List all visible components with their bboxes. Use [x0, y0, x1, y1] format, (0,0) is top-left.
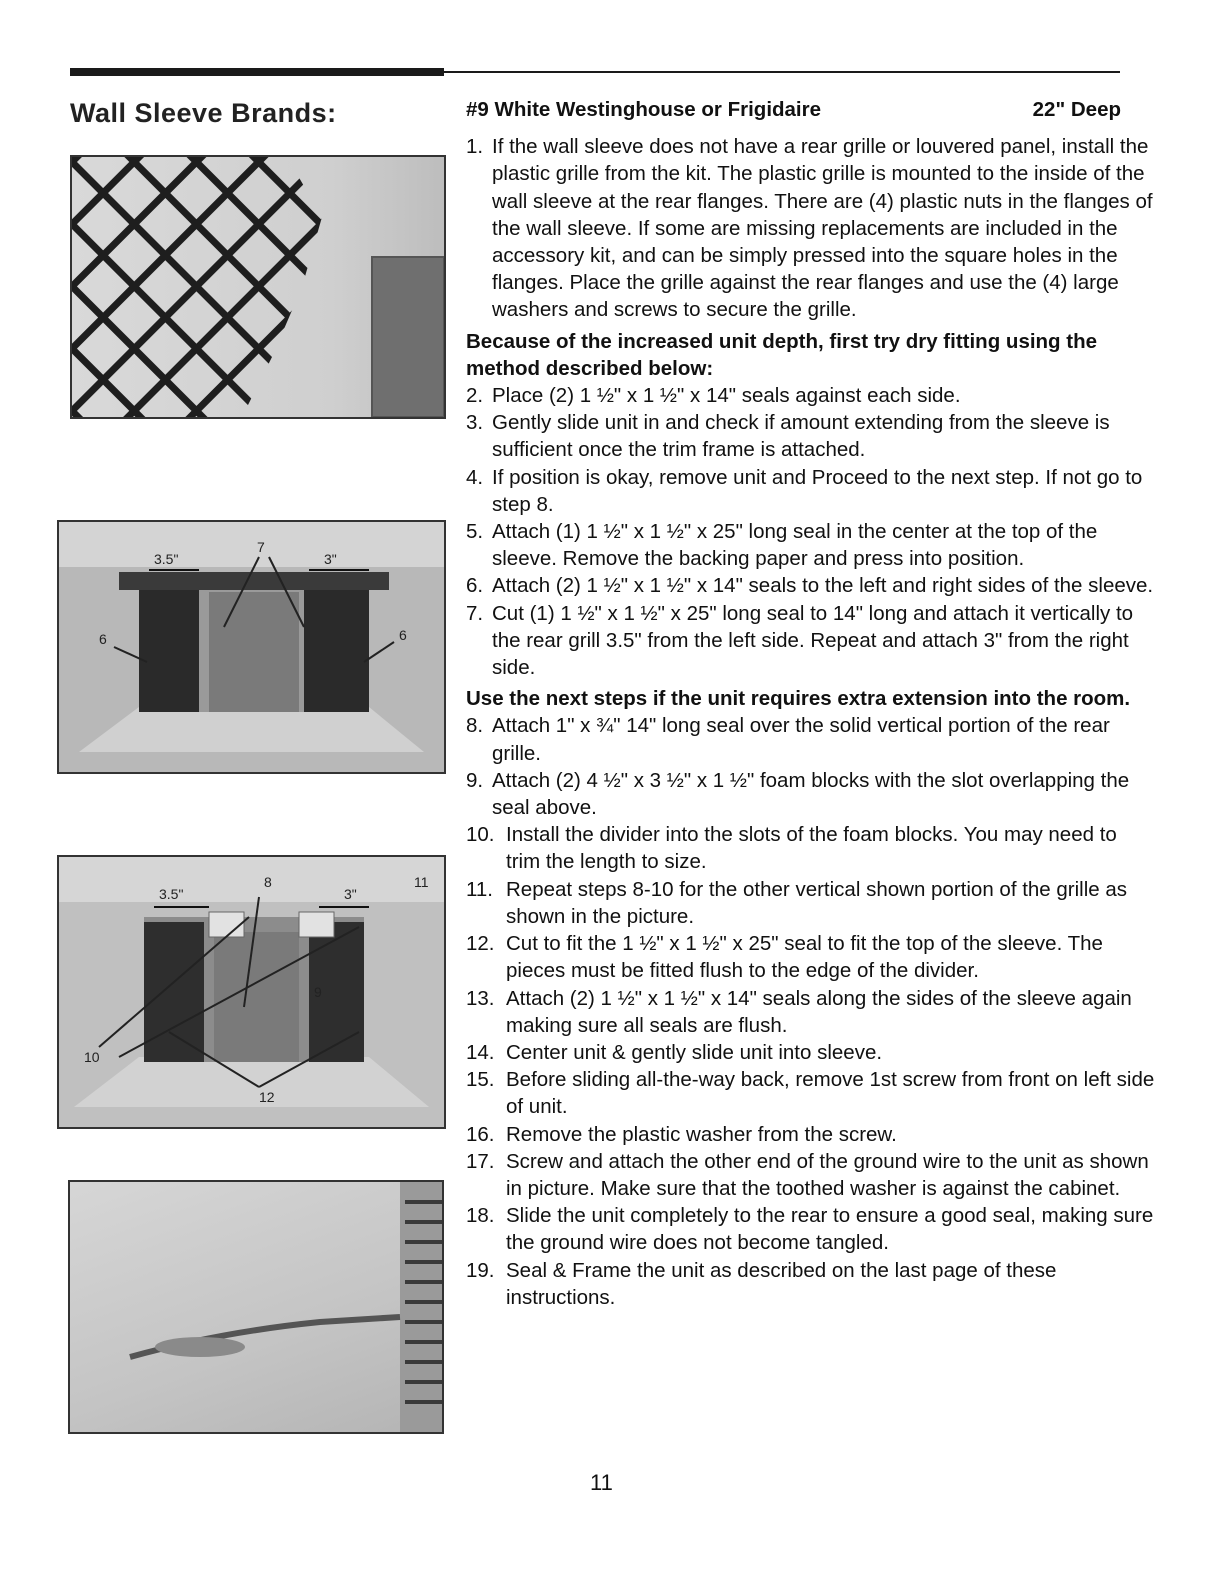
photo3-label-3: 3" [344, 886, 357, 902]
step-number: 7. [466, 601, 484, 625]
photo3-label-12: 12 [259, 1089, 275, 1105]
photo3-label-11: 11 [414, 874, 429, 890]
step-number: 10. [466, 823, 495, 847]
step-4 [466, 464, 1156, 518]
step-text: Slide the unit completely to the rear to ensure a good seal, making sure the ground wire does not become tangled. [506, 1204, 1154, 1255]
step-text: Before sliding all-the-way back, remove 1st screw from front on left side of unit. [506, 1068, 1155, 1119]
photo3-label-35: 3.5" [159, 886, 184, 902]
step-14 [466, 1039, 1156, 1066]
step-number: 6. [466, 574, 484, 598]
photo2-label-7: 7 [257, 539, 265, 555]
step-3 [466, 409, 1156, 463]
step-text: Cut (1) 1 ½" x 1 ½" x 25" long seal to 14" long and attach it vertically to the rear grill 3.5" from the left side. Repeat and attach 3" from the right side. [492, 601, 1134, 680]
step-number: 4. [466, 465, 484, 489]
step-number: 9. [466, 768, 484, 792]
step-13 [466, 985, 1156, 1039]
model-depth: 22" Deep [1032, 98, 1121, 121]
step-text: Attach (1) 1 ½" x 1 ½" x 25" long seal in the center at the top of the sleeve. Remove the backing paper and press into position. [492, 520, 1098, 571]
step-text: Remove the plastic washer from the screw. [506, 1122, 897, 1146]
step-8 [466, 712, 1156, 766]
photo3-label-8: 8 [264, 874, 272, 890]
step-number: 8. [466, 714, 484, 738]
section-extra-extension: Use the next steps if the unit requires extra extension into the room. [466, 687, 1131, 711]
step-7 [466, 600, 1156, 682]
photo2-label-3: 3" [324, 551, 337, 567]
photo-sleeve-seals [57, 520, 446, 774]
step-text: Attach (2) 1 ½" x 1 ½" x 14" seals to the left and right sides of the sleeve. [492, 574, 1154, 598]
step-number: 18. [466, 1204, 495, 1228]
section-dry-fitting: Because of the increased unit depth, first try dry fitting using the method described below: [466, 329, 1098, 380]
step-number: 5. [466, 520, 484, 544]
step-text: Gently slide unit in and check if amount extending from the sleeve is sufficient once the trim frame is attached. [492, 411, 1110, 462]
photo-sleeve-divider [57, 855, 446, 1129]
header-rule-thick [70, 68, 444, 76]
header-rule-thin [444, 71, 1120, 73]
step-5 [466, 518, 1156, 572]
step-12 [466, 930, 1156, 984]
step-6 [466, 572, 1156, 599]
step-text: Screw and attach the other end of the ground wire to the unit as shown in picture. Make sure that the toothed washer is against the cabinet. [506, 1149, 1149, 1200]
step-text: Center unit & gently slide unit into sleeve. [506, 1040, 883, 1064]
photo-ground-wire [68, 1180, 444, 1434]
photo-plastic-grille [70, 155, 446, 419]
step-number: 16. [466, 1122, 495, 1146]
step-number: 14. [466, 1040, 495, 1064]
photo2-label-35: 3.5" [154, 551, 179, 567]
step-text: Attach (2) 1 ½" x 1 ½" x 14" seals along the sides of the sleeve again making sure all seals are flush. [506, 986, 1132, 1037]
step-2 [466, 382, 1156, 409]
step-number: 11. [466, 877, 493, 901]
step-text: Seal & Frame the unit as described on the last page of these instructions. [506, 1258, 1057, 1309]
step-text: Attach 1" x ¾" 14" long seal over the solid vertical portion of the rear grille. [492, 714, 1110, 765]
step-9 [466, 767, 1156, 821]
step-number: 2. [466, 384, 484, 408]
step-15 [466, 1066, 1156, 1120]
model-heading [466, 96, 1121, 123]
step-18 [466, 1202, 1156, 1256]
step-number: 19. [466, 1258, 495, 1282]
sidebar-title: Wall Sleeve Brands: [70, 98, 337, 128]
step-1 [466, 133, 1156, 323]
step-number: 17. [466, 1149, 495, 1173]
step-number: 1. [466, 135, 484, 159]
step-text: Cut to fit the 1 ½" x 1 ½" x 25" seal to fit the top of the sleeve. The pieces must be fitted flush to the edge of the divider. [506, 932, 1103, 983]
step-16 [466, 1121, 1156, 1148]
step-19 [466, 1257, 1156, 1311]
step-number: 3. [466, 411, 484, 435]
step-number: 15. [466, 1068, 495, 1092]
photo2-label-6-right: 6 [399, 627, 407, 643]
instructions-column [466, 96, 1156, 1311]
photo3-label-10: 10 [84, 1049, 100, 1065]
step-text: If the wall sleeve does not have a rear grille or louvered panel, install the plastic grille from the kit. The plastic grille is mounted to the inside of the wall sleeve at the rear flanges. There are (4) plastic nuts in the flanges of the wall sleeve. If some are missing replacements are included in the accessory kit, and can be simply pressed into the square holes in the flanges. Place the grille against the rear flanges and use the (4) large washers and screws to secure the grille. [492, 135, 1153, 322]
step-number: 12. [466, 932, 495, 956]
step-text: Repeat steps 8-10 for the other vertical shown portion of the grille as shown in the picture. [506, 877, 1128, 928]
step-number: 13. [466, 986, 495, 1010]
step-text: Place (2) 1 ½" x 1 ½" x 14" seals against each side. [492, 384, 961, 408]
step-text: Attach (2) 4 ½" x 3 ½" x 1 ½" foam blocks with the slot overlapping the seal above. [492, 768, 1130, 820]
step-text: Install the divider into the slots of the foam blocks. You may need to trim the length to size. [506, 823, 1117, 874]
page-number: 11 [590, 1470, 613, 1495]
step-11 [466, 876, 1156, 930]
step-10 [466, 821, 1156, 875]
model-name: #9 White Westinghouse or Frigidaire [466, 98, 822, 121]
step-17 [466, 1148, 1156, 1202]
step-text: If position is okay, remove unit and Proceed to the next step. If not go to step 8. [492, 465, 1143, 516]
photo2-label-6-left: 6 [99, 631, 107, 647]
photo3-label-9: 9 [314, 984, 322, 1000]
